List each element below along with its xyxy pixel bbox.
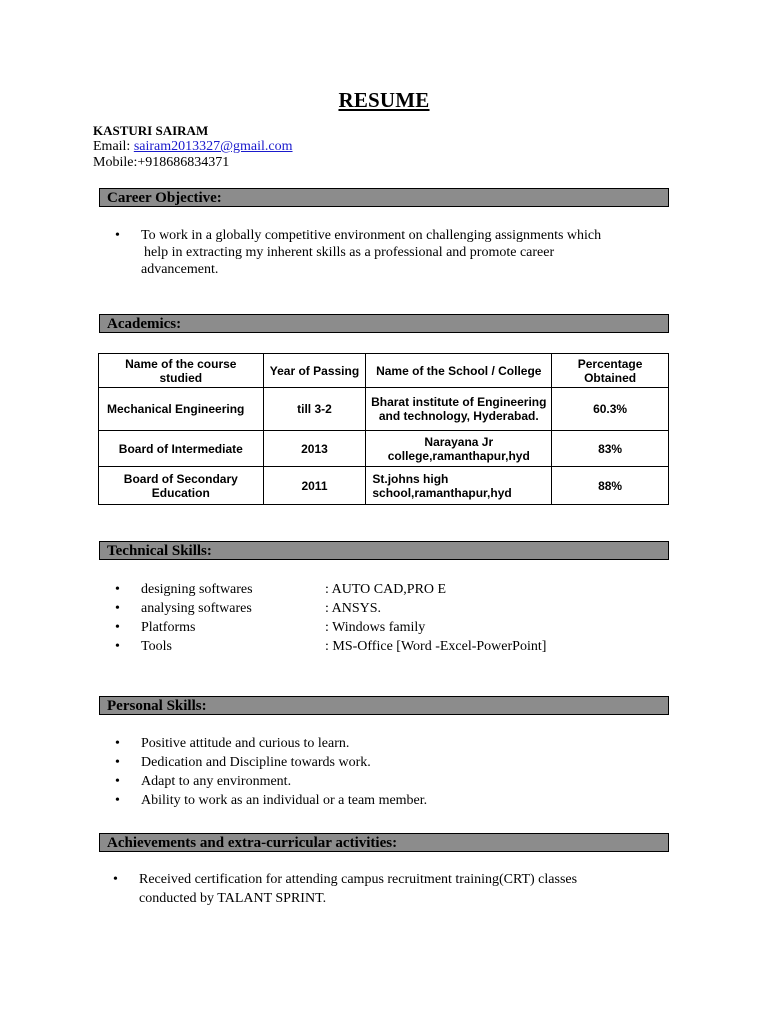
personal-skills-list	[115, 734, 675, 810]
column-header: Name of the School / College	[366, 354, 552, 388]
skill-key: • designing softwares	[141, 582, 253, 597]
objective-line-3: advancement.	[141, 262, 219, 277]
academics-table	[98, 353, 669, 505]
table-cell: 2011	[263, 467, 366, 505]
skill-value: : AUTO CAD,PRO E	[325, 582, 447, 597]
section-technical-skills: Technical Skills:	[99, 541, 669, 560]
section-personal-skills: Personal Skills:	[99, 696, 669, 715]
list-item	[113, 870, 673, 908]
candidate-name: KASTURI SAIRAM	[93, 123, 209, 138]
career-objective-list	[115, 227, 655, 278]
email-label: Email:	[93, 139, 131, 154]
table-row	[99, 467, 669, 505]
table-cell: St.johns high school,ramanthapur,hyd	[366, 467, 552, 505]
achievements-list	[113, 870, 673, 908]
email-link[interactable]: sairam2013327@gmail.com	[133, 139, 293, 154]
skill-value: : MS-Office [Word -Excel-PowerPoint]	[325, 639, 547, 654]
table-cell: till 3-2	[263, 388, 366, 431]
section-achievements: Achievements and extra-curricular activities:	[99, 833, 669, 852]
table-cell: Narayana Jr college,ramanthapur,hyd	[366, 431, 552, 467]
list-item	[115, 599, 675, 618]
list-item: • Positive attitude and curious to learn.	[115, 734, 675, 753]
page-title: RESUME	[338, 88, 430, 112]
table-cell: 83%	[552, 431, 669, 467]
mobile-line: Mobile:+918686834371	[93, 155, 230, 170]
skill-value: : ANSYS.	[325, 601, 382, 616]
skill-key: • Tools	[141, 639, 172, 654]
table-row	[99, 388, 669, 431]
list-item: • Adapt to any environment.	[115, 772, 675, 791]
section-academics: Academics:	[99, 314, 669, 333]
table-cell: Bharat institute of Engineering and technology, Hyderabad.	[366, 388, 552, 431]
table-cell: 2013	[263, 431, 366, 467]
table-cell: 88%	[552, 467, 669, 505]
list-item	[115, 227, 655, 278]
table-row	[99, 431, 669, 467]
column-header: Name of the course studied	[99, 354, 264, 388]
skill-key: • Platforms	[141, 620, 196, 635]
list-item: • Dedication and Discipline towards work.	[115, 753, 675, 772]
column-header: Year of Passing	[263, 354, 366, 388]
list-item	[115, 618, 675, 637]
technical-skills-list	[115, 580, 675, 656]
objective-line-2: help in extracting my inherent skills as a professional and promote career	[144, 245, 555, 260]
table-header-row	[99, 354, 669, 388]
achievement-line-2: conducted by TALANT SPRINT.	[139, 891, 327, 906]
email-line	[93, 139, 293, 155]
objective-line-1: To work in a globally competitive environment on challenging assignments which	[141, 228, 602, 243]
list-item	[115, 637, 675, 656]
table-cell: Mechanical Engineering	[99, 388, 264, 431]
achievement-line-1: Received certification for attending campus recruitment training(CRT) classes	[139, 872, 578, 887]
list-item	[115, 580, 675, 599]
table-cell: Board of Secondary Education	[99, 467, 264, 505]
section-career-objective: Career Objective:	[99, 188, 669, 207]
skill-value: : Windows family	[325, 620, 426, 635]
list-item: • Ability to work as an individual or a team member.	[115, 791, 675, 810]
table-cell: 60.3%	[552, 388, 669, 431]
table-cell: Board of Intermediate	[99, 431, 264, 467]
skill-key: • analysing softwares	[141, 601, 252, 616]
column-header: Percentage Obtained	[552, 354, 669, 388]
